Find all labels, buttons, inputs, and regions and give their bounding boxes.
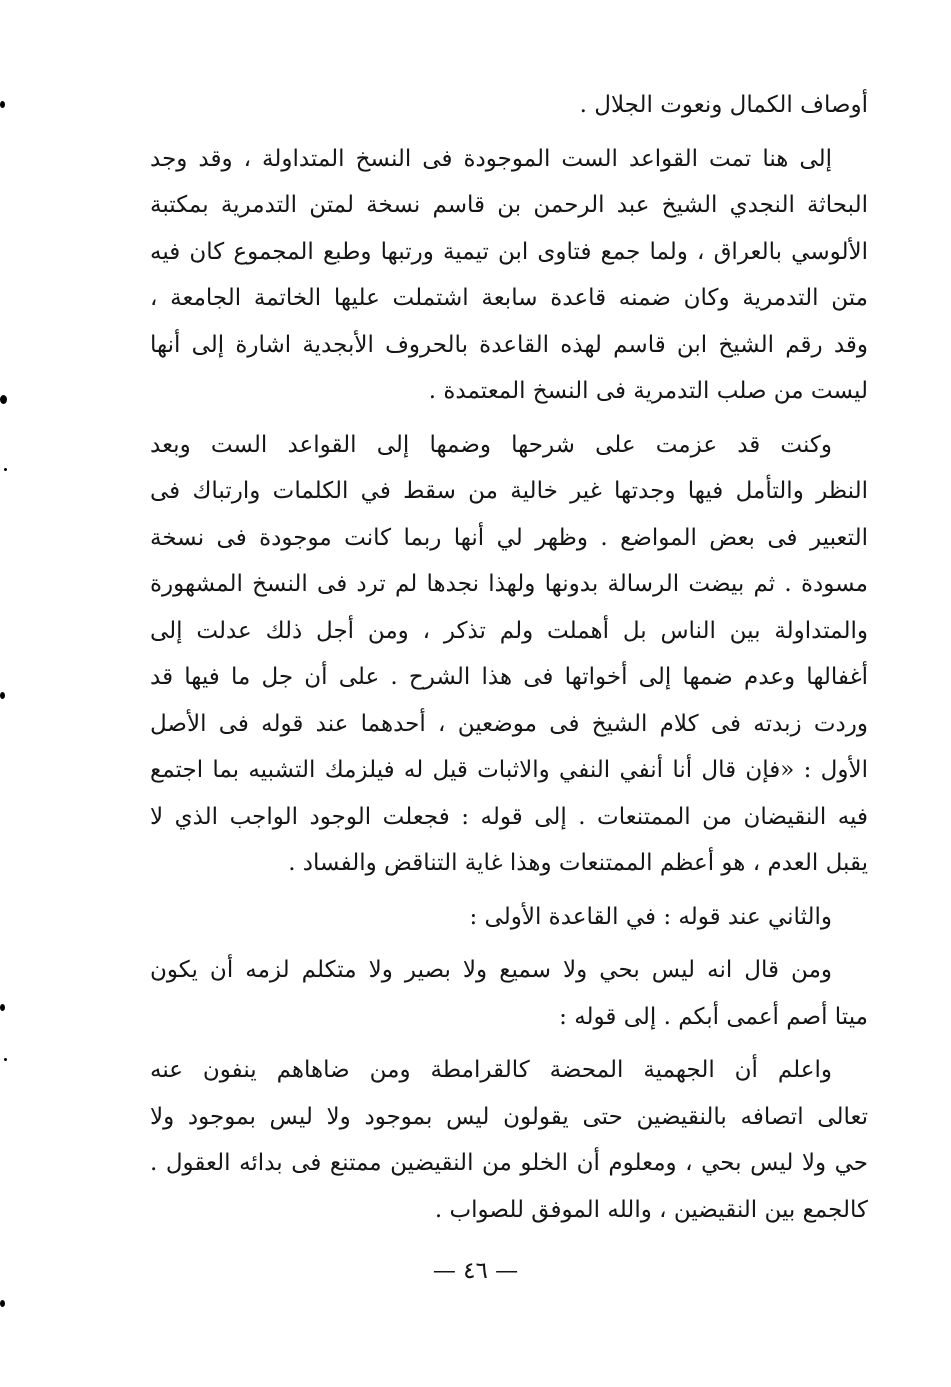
text-line: ميتا أصم أعمى أبكم . إلى قوله : [559, 1003, 868, 1030]
scan-mark [0, 692, 5, 699]
scan-mark [0, 1004, 5, 1011]
text-line: حي ولا ليس بحي ، ومعلوم أن الخلو من النقيضين ممتنع فى بدائه العقول . [150, 1150, 868, 1176]
text-line: مسودة . ثم بيضت الرسالة بدونها ولهذا نجدها لم ترد فى النسخ المشهورة [150, 571, 868, 597]
text-line: والمتداولة بين الناس بل أهملت ولم تذكر ، ومن أجل ذلك عدلت إلى [150, 617, 868, 644]
text-line: ليست من صلب التدمرية فى النسخ المعتمدة . [428, 378, 868, 404]
text-body [150, 82, 868, 1240]
text-line: الأول : «فإن قال أنا أنفي النفي والاثبات قيل له فيلزمك التشبيه بما اجتمع [150, 757, 868, 783]
scan-mark [0, 101, 5, 108]
paragraph-6 [150, 1047, 868, 1233]
paragraph-3 [150, 422, 868, 887]
text-line: كالجمع بين النقيضين ، والله الموفق للصواب . [434, 1196, 868, 1223]
text-line: أوصاف الكمال ونعوت الجلال . [579, 92, 868, 118]
text-line: فيه النقيضان من الممتنعات . إلى قوله : فجعلت الوجود الواجب الذي لا [150, 803, 868, 830]
text-line: الألوسي بالعراق ، ولما جمع فتاوى ابن تيمية ورتبها وطبع المجموع كان فيه [150, 238, 868, 265]
text-line: أغفالها وعدم ضمها إلى أخواتها فى هذا الشرح . على أن جل ما فيها قد [150, 664, 868, 690]
text-line: التعبير فى بعض المواضع . وظهر لي أنها ربما كانت موجودة فى نسخة [150, 524, 868, 551]
text-line: واعلم أن الجهمية المحضة كالقرامطة ومن ضاهاهم ينفون عنه [150, 1057, 832, 1083]
paragraph-2 [150, 136, 868, 415]
scan-mark [4, 468, 7, 471]
text-line: البحاثة النجدي الشيخ عبد الرحمن بن قاسم نسخة لمتن التدمرية بمكتبة [150, 192, 868, 218]
text-line: والثاني عند قوله : في القاعدة الأولى : [469, 903, 832, 930]
text-line: وكنت قد عزمت على شرحها وضمها إلى القواعد الست وبعد [150, 431, 832, 458]
page-number: — ٤٦ — [432, 1258, 519, 1284]
paragraph-5 [150, 947, 868, 1040]
text-line: متن التدمرية وكان ضمنه قاعدة سابعة اشتملت عليها الخاتمة الجامعة ، [150, 285, 868, 311]
text-line: وقد رقم الشيخ ابن قاسم لهذه القاعدة بالحروف الأبجدية اشارة إلى أنها [150, 331, 868, 358]
text-line: النظر والتأمل فيها وجدتها غير خالية من سقط في الكلمات وارتباك فى [150, 478, 868, 504]
scan-mark [4, 1058, 7, 1061]
paragraph-1 [150, 82, 868, 129]
text-line: ومن قال انه ليس بحي ولا سميع ولا بصير ولا متكلم لزمه أن يكون [150, 957, 832, 983]
text-line: يقبل العدم ، هو أعظم الممتنعات وهذا غاية التناقض والفساد . [288, 850, 868, 876]
scan-mark [0, 1300, 5, 1307]
text-line: تعالى اتصافه بالنقيضين حتى يقولون ليس بموجود ولا ليس بموجود ولا [150, 1103, 868, 1130]
scan-mark [0, 395, 7, 404]
paragraph-4 [150, 894, 868, 941]
text-line: وردت زبدته فى كلام الشيخ فى موضعين ، أحدهما عند قوله فى الأصل [150, 710, 868, 737]
text-line: إلى هنا تمت القواعد الست الموجودة فى النسخ المتداولة ، وقد وجد [150, 145, 832, 172]
